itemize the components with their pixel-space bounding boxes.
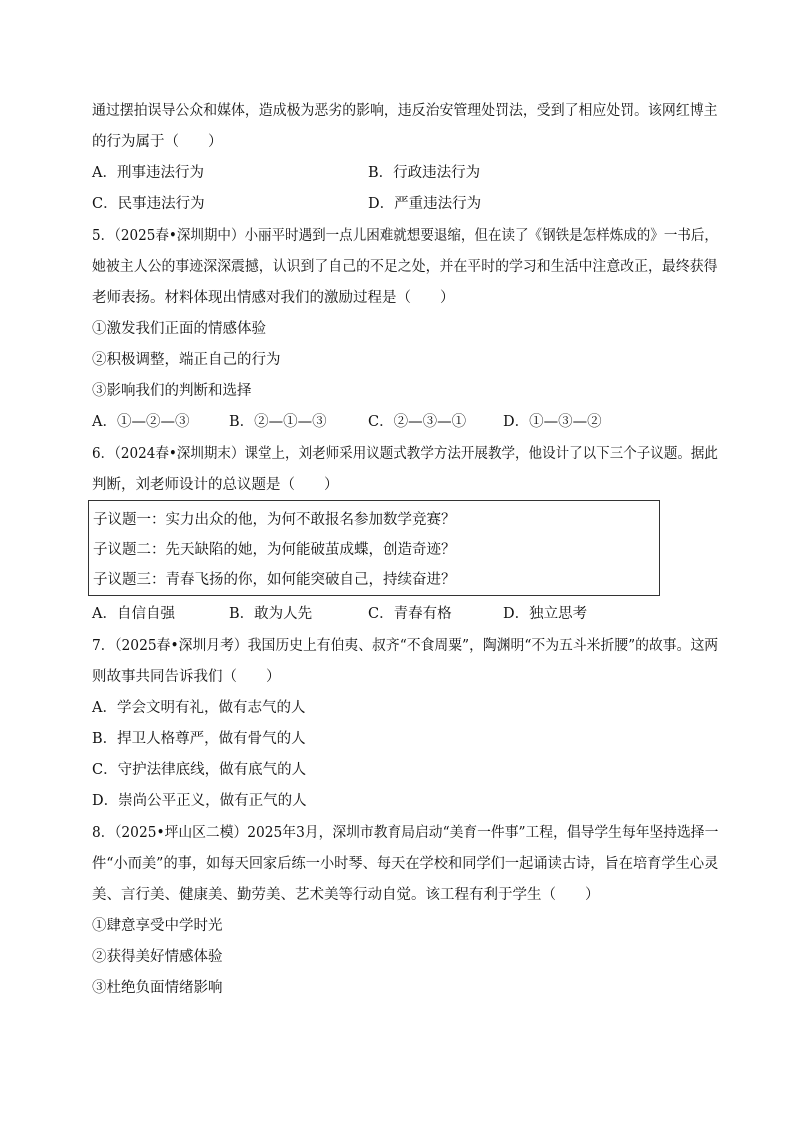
q5-stem-line-3: 老师表扬。材料体现出情感对我们的激励过程是（ ） [92, 290, 455, 306]
q6-stem-line-2: 判断，刘老师设计的总议题是（ ） [92, 477, 339, 493]
q7-stem-line-2: 则故事共同告诉我们（ ） [92, 669, 281, 685]
q6-sub-topic-3: 子议题三：青春飞扬的你，如何能突破自己，持续奋进？ [93, 572, 456, 588]
q4-option-c: C．民事违法行为 [92, 196, 205, 212]
q5-statement-1: ①激发我们正面的情感体验 [92, 321, 266, 337]
q5-statement-2: ②积极调整，端正自己的行为 [92, 352, 281, 368]
q4-option-b: B．行政违法行为 [368, 165, 481, 181]
q6-sub-topics-box [88, 500, 660, 596]
q8-stem-line-2: 件“小而美”的事，如每天回家后练一小时琴、每天在学校和同学们一起诵读古诗，旨在培育学生心灵 [92, 856, 719, 872]
q7-option-a: A．学会文明有礼，做有志气的人 [92, 700, 306, 716]
q6-option-c: C．青春有格 [368, 606, 452, 622]
q8-statement-1: ①肆意享受中学时光 [92, 918, 223, 934]
q5-option-b: B．②—①—③ [229, 414, 327, 430]
q5-statement-3: ③影响我们的判断和选择 [92, 383, 252, 399]
q7-stem-line-1: 7．（2025春•深圳月考）我国历史上有伯夷、叔齐“不食周粟”，陶渊明“不为五斗米折腰”的故事。这两 [92, 638, 719, 654]
q7-option-d: D．崇尚公平正义，做有正气的人 [92, 793, 307, 809]
q4-stem-line-1: 通过摆拍误导公众和媒体，造成极为恶劣的影响，违反治安管理处罚法，受到了相应处罚。该网红博主 [92, 103, 718, 119]
q5-option-c: C．②—③—① [368, 414, 467, 430]
q6-option-d: D．独立思考 [503, 606, 588, 622]
q6-option-a: A．自信自强 [92, 606, 175, 622]
q5-option-d: D．①—③—② [503, 414, 602, 430]
q8-stem-line-3: 美、言行美、健康美、勤劳美、艺术美等行动自觉。该工程有利于学生（ ） [92, 887, 600, 903]
q7-option-b: B．捍卫人格尊严，做有骨气的人 [92, 731, 306, 747]
q4-option-a: A．刑事违法行为 [92, 165, 204, 181]
q5-stem-line-1: 5．（2025春•深圳期中）小丽平时遇到一点儿困难就想要退缩，但在读了《钢铁是怎样炼成的》一书后， [92, 228, 718, 244]
q6-sub-topic-1: 子议题一：实力出众的他，为何不敢报名参加数学竞赛？ [93, 512, 456, 528]
q8-statement-2: ②获得美好情感体验 [92, 949, 223, 965]
q6-option-b: B．敢为人先 [229, 606, 313, 622]
q6-stem-line-1: 6．（2024春•深圳期末）课堂上，刘老师采用议题式教学方法开展教学，他设计了以下三个子议题。据此 [92, 446, 718, 462]
q5-stem-line-2: 她被主人公的事迹深深震撼，认识到了自己的不足之处，并在平时的学习和生活中注意改正，最终获得 [92, 259, 718, 275]
q8-stem-line-1: 8．（2025•坪山区二模）2025年3月，深圳市教育局启动“美育一件事”工程，倡导学生每年坚持选择一 [92, 825, 719, 841]
q4-option-d: D．严重违法行为 [368, 196, 482, 212]
q5-option-a: A．①—②—③ [92, 414, 190, 430]
q8-statement-3: ③杜绝负面情绪影响 [92, 980, 223, 996]
q7-option-c: C．守护法律底线，做有底气的人 [92, 762, 307, 778]
q6-sub-topic-2: 子议题二：先天缺陷的她，为何能破茧成蝶，创造奇迹？ [93, 542, 456, 558]
q4-stem-line-2: 的行为属于（ ） [92, 134, 223, 150]
